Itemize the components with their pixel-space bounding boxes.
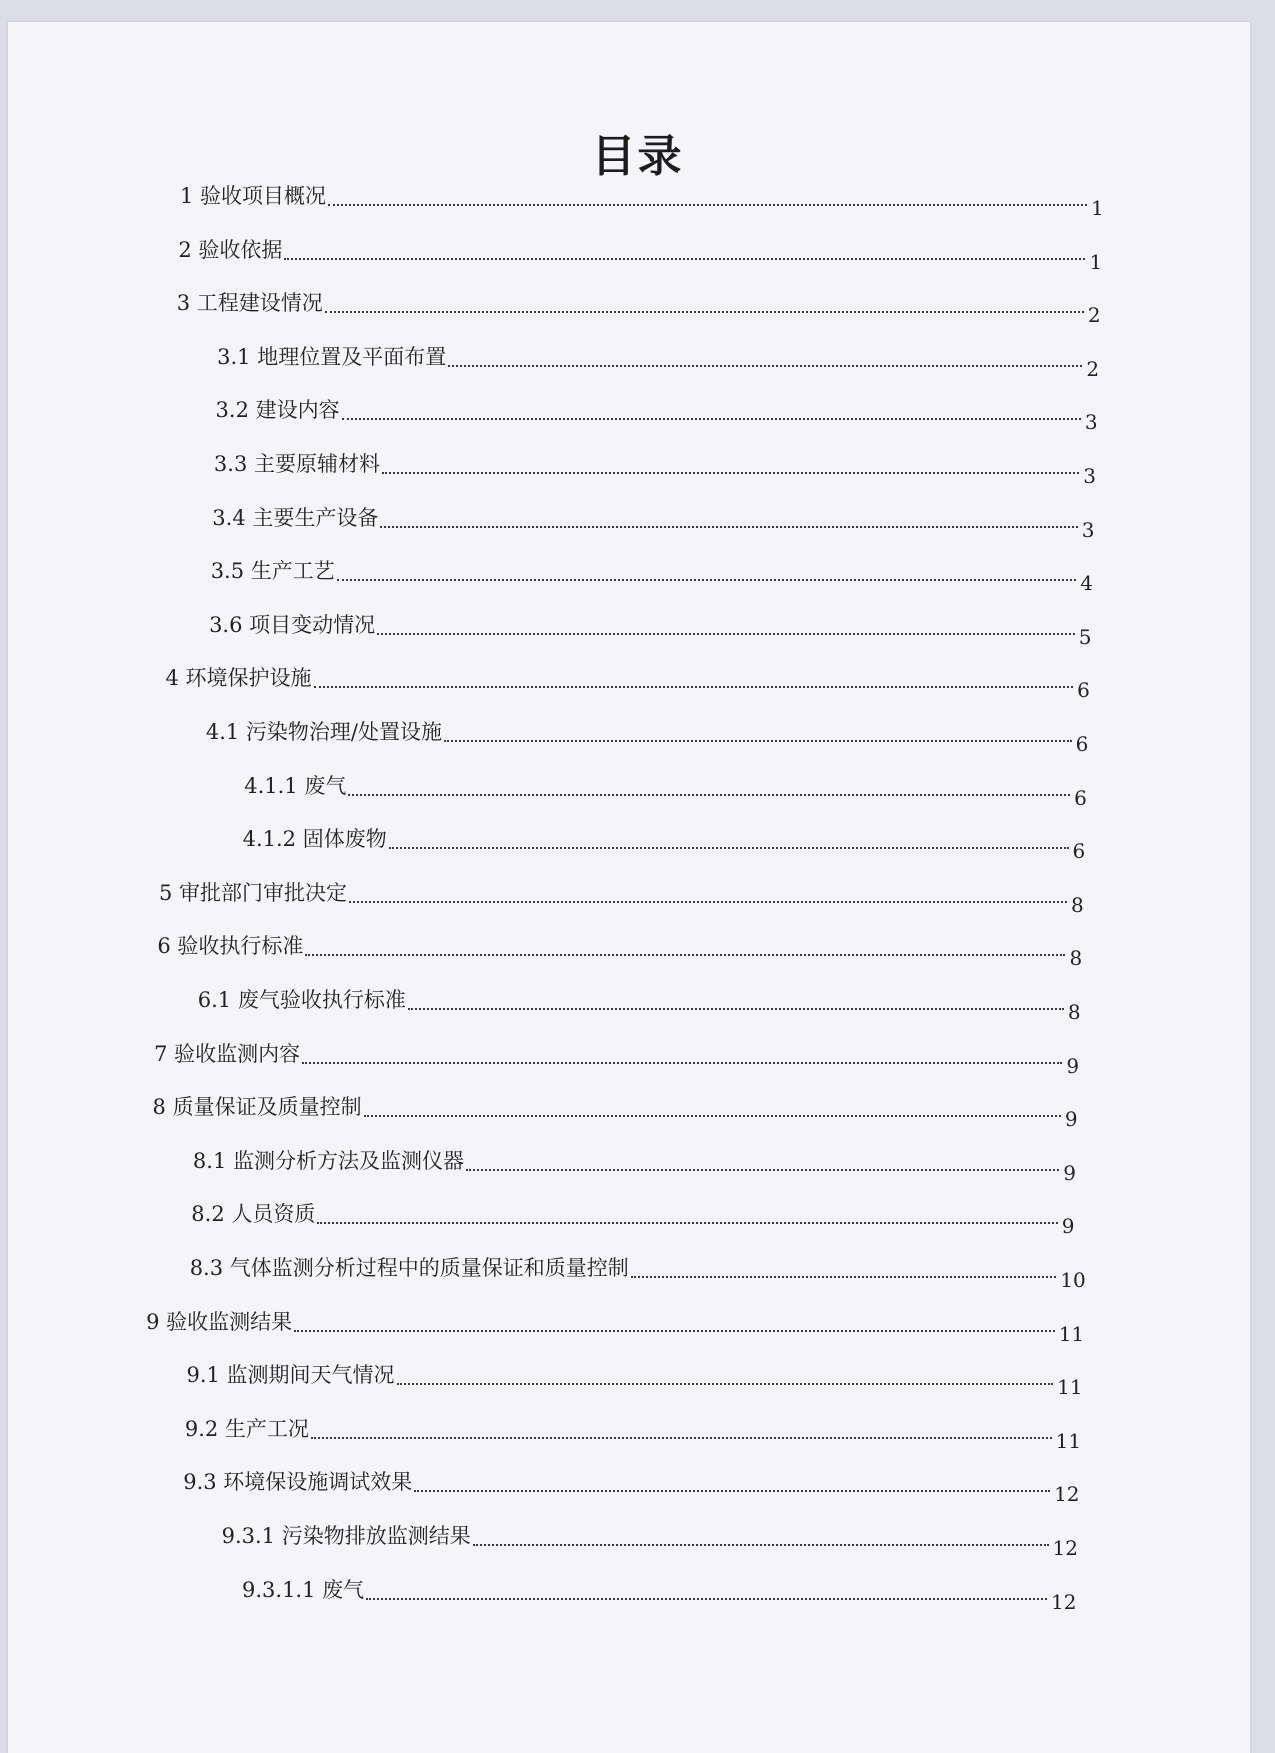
toc-dot-leader: [342, 418, 1081, 420]
toc-dot-leader: [317, 1222, 1057, 1224]
toc-page-number: 6: [1077, 678, 1090, 703]
toc-entry[interactable]: [0, 450, 1275, 504]
toc-entry-label: 3.6 项目变动情况: [209, 612, 376, 637]
toc-dot-leader: [397, 1383, 1054, 1385]
toc-entry[interactable]: [0, 1468, 1275, 1522]
toc-dot-leader: [366, 1598, 1047, 1600]
toc-entry[interactable]: [0, 396, 1275, 450]
toc-page-number: 11: [1058, 1321, 1085, 1346]
toc-entry[interactable]: [0, 1254, 1275, 1308]
toc-entry-label: 4.1 污染物治理/处置设施: [205, 720, 442, 744]
toc-entry-label: 3.4 主要生产设备: [212, 505, 379, 530]
toc-page-number: 3: [1081, 517, 1095, 542]
toc-dot-leader: [444, 740, 1072, 742]
toc-entry-label: 6 验收执行标准: [157, 934, 304, 959]
toc-entry[interactable]: [0, 1308, 1275, 1362]
toc-entry-label: 3 工程建设情况: [176, 291, 323, 316]
toc-entry-label: 8.2 人员资质: [191, 1202, 316, 1227]
toc-page-number: 12: [1052, 1536, 1078, 1560]
toc-page-number: 5: [1078, 624, 1092, 649]
toc-entry[interactable]: [0, 1200, 1275, 1254]
toc-dot-leader: [302, 1062, 1062, 1064]
toc-entry-label: 9.3 环境保设施调试效果: [183, 1470, 413, 1495]
toc-entry[interactable]: [0, 1147, 1275, 1201]
toc-dot-leader: [377, 633, 1075, 635]
toc-dot-leader: [284, 258, 1085, 260]
toc-dot-leader: [328, 204, 1087, 206]
toc-dot-leader: [631, 1276, 1056, 1278]
toc-dot-leader: [364, 1115, 1061, 1117]
toc-entry-label: 4 环境保护设施: [165, 666, 312, 691]
toc-entry[interactable]: [0, 182, 1275, 236]
toc-dot-leader: [382, 472, 1079, 474]
toc-dot-leader: [325, 311, 1084, 313]
toc-page-number: 3: [1084, 410, 1098, 435]
toc-page-number: 6: [1072, 839, 1086, 864]
toc-page-number: 8: [1067, 1000, 1081, 1024]
toc-title: 目录: [591, 131, 684, 182]
toc-entry-label: 9.2 生产工况: [184, 1416, 309, 1441]
toc-dot-leader: [448, 365, 1082, 367]
toc-page-number: 9: [1066, 1053, 1080, 1078]
toc-entry-label: 8.3 气体监测分析过程中的质量保证和质量控制: [189, 1256, 629, 1280]
toc-page-number: 11: [1057, 1375, 1083, 1400]
toc-entry[interactable]: [0, 611, 1275, 665]
toc-dot-leader: [466, 1169, 1059, 1171]
toc-page-number: 11: [1055, 1428, 1082, 1453]
toc-entry[interactable]: [0, 825, 1275, 879]
toc-page-number: 2: [1086, 356, 1100, 381]
toc-entry-label: 4.1.2 固体废物: [242, 827, 387, 852]
toc-page-number: 10: [1060, 1268, 1086, 1292]
toc-entry[interactable]: [0, 1415, 1275, 1469]
toc-page-number: 9: [1063, 1160, 1077, 1185]
toc-dot-leader: [314, 686, 1074, 688]
toc-entry[interactable]: [0, 932, 1275, 986]
toc-page-number: 4: [1080, 571, 1093, 596]
toc-dot-leader: [389, 847, 1069, 849]
toc-dot-leader: [311, 1437, 1052, 1439]
toc-dot-leader: [349, 901, 1067, 903]
toc-dot-leader: [380, 526, 1077, 528]
toc-entry-label: 3.5 生产工艺: [210, 559, 335, 584]
toc-entry-label: 8 质量保证及质量控制: [152, 1095, 362, 1120]
toc-entry-label: 9 验收监测结果: [146, 1309, 293, 1334]
toc-entry-label: 9.1 监测期间天气情况: [186, 1363, 395, 1388]
toc-page-number: 9: [1061, 1214, 1075, 1239]
toc-entry[interactable]: [0, 557, 1275, 611]
toc-entry-label: 3.1 地理位置及平面布置: [217, 344, 447, 369]
toc-entry[interactable]: [0, 772, 1275, 826]
toc-entry-label: 7 验收监测内容: [154, 1041, 301, 1066]
toc-entry[interactable]: [0, 289, 1275, 343]
toc-page-number: 2: [1087, 303, 1101, 328]
toc-dot-leader: [408, 1008, 1064, 1010]
toc-entry-label: 9.3.1 污染物排放监测结果: [221, 1524, 471, 1548]
toc-entry[interactable]: [0, 664, 1275, 718]
toc-entry[interactable]: [0, 879, 1275, 933]
toc-page-number: 8: [1069, 946, 1083, 971]
toc-entry[interactable]: [0, 1040, 1275, 1094]
toc-page-number: 8: [1071, 892, 1084, 917]
toc-entry-label: 1 验收项目概况: [180, 184, 327, 208]
toc-page-number: 1: [1089, 249, 1103, 274]
toc-entry[interactable]: [0, 1361, 1275, 1415]
toc-dot-leader: [305, 954, 1065, 956]
toc-entry-label: 9.3.1.1 废气: [242, 1577, 365, 1602]
toc-page-number: 12: [1051, 1589, 1077, 1614]
toc-entry[interactable]: [0, 986, 1275, 1040]
toc-entry[interactable]: [0, 343, 1275, 397]
toc-page-number: 3: [1083, 464, 1097, 488]
toc-page-number: 6: [1075, 732, 1089, 756]
toc-entry[interactable]: [0, 1093, 1275, 1147]
toc-entry-label: 8.1 监测分析方法及监测仪器: [192, 1148, 464, 1173]
toc-dot-leader: [414, 1490, 1050, 1492]
toc-entry-label: 2 验收依据: [178, 237, 283, 262]
toc-entry-label: 3.2 建设内容: [215, 398, 340, 423]
toc-dot-leader: [337, 579, 1076, 581]
toc-page-number: 6: [1074, 785, 1087, 810]
toc-entry-label: 5 审批部门审批决定: [159, 880, 348, 905]
toc-entry[interactable]: [0, 504, 1275, 558]
toc-page-number: 9: [1064, 1107, 1078, 1132]
toc-entry-label: 4.1.1 废气: [244, 773, 347, 798]
toc-entry-label: 6.1 废气验收执行标准: [197, 988, 406, 1012]
toc-dot-leader: [294, 1330, 1055, 1332]
toc-entry[interactable]: [0, 1576, 1275, 1630]
toc-dot-leader: [473, 1544, 1049, 1546]
toc-page-number: 12: [1054, 1482, 1080, 1507]
toc-page-number: 1: [1091, 196, 1104, 220]
toc-entry-label: 3.3 主要原辅材料: [213, 452, 380, 476]
toc-dot-leader: [348, 794, 1070, 796]
toc-entry[interactable]: [0, 718, 1275, 772]
toc-entry[interactable]: [0, 1522, 1275, 1576]
toc-entry[interactable]: [0, 236, 1275, 290]
